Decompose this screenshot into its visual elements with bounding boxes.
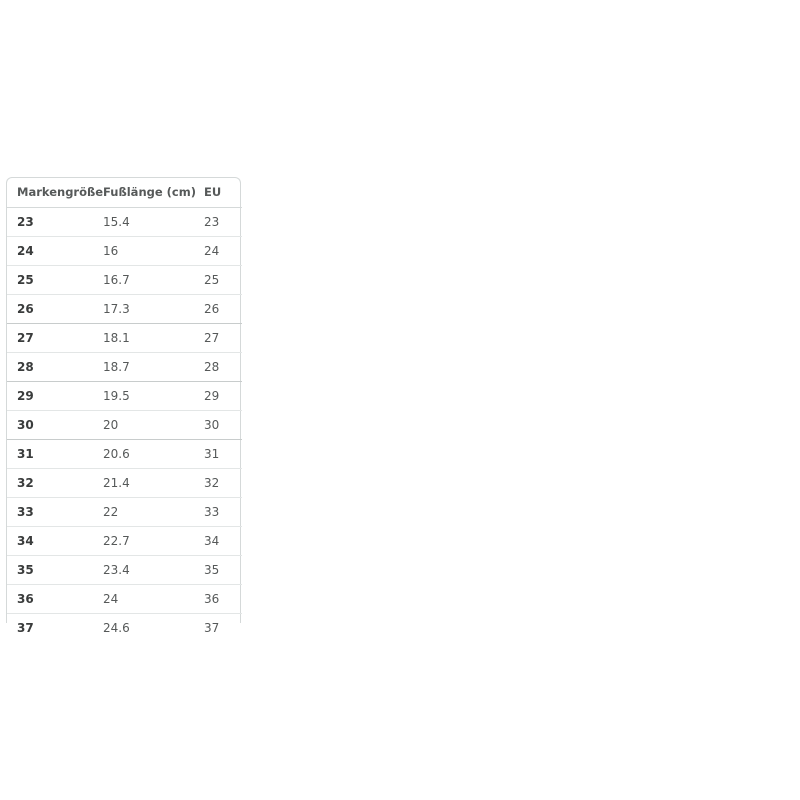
table-row — [7, 468, 242, 497]
size-chart-table — [7, 178, 242, 642]
foot-length-cell: 19.5 — [103, 388, 130, 403]
brand-size-cell: 35 — [17, 562, 34, 577]
foot-length-cell: 20 — [103, 417, 119, 432]
brand-size-cell: 36 — [17, 591, 34, 606]
brand-size-cell: 28 — [17, 359, 34, 374]
brand-size-cell: 32 — [17, 475, 34, 490]
eu-size-cell: 35 — [204, 562, 220, 577]
table-row — [7, 294, 242, 323]
brand-size-cell: 31 — [17, 446, 34, 461]
foot-length-cell: 20.6 — [103, 446, 130, 461]
table-row — [7, 236, 242, 265]
column-header-eu: EU — [204, 185, 222, 200]
eu-size-cell: 24 — [204, 243, 220, 258]
eu-size-cell: 31 — [204, 446, 220, 461]
brand-size-cell: 26 — [17, 301, 34, 316]
foot-length-cell: 18.1 — [103, 330, 130, 345]
brand-size-cell: 34 — [17, 533, 34, 548]
foot-length-cell: 15.4 — [103, 214, 130, 229]
table-row — [7, 265, 242, 294]
brand-size-cell: 27 — [17, 330, 34, 345]
eu-size-cell: 28 — [204, 359, 220, 374]
table-row — [7, 381, 242, 410]
foot-length-cell: 16 — [103, 243, 119, 258]
table-row — [7, 555, 242, 584]
foot-length-cell: 24.6 — [103, 620, 130, 635]
eu-size-cell: 25 — [204, 272, 220, 287]
foot-length-cell: 21.4 — [103, 475, 130, 490]
brand-size-cell: 23 — [17, 214, 34, 229]
foot-length-cell: 23.4 — [103, 562, 130, 577]
eu-size-cell: 27 — [204, 330, 220, 345]
foot-length-cell: 18.7 — [103, 359, 130, 374]
foot-length-cell: 17.3 — [103, 301, 130, 316]
table-header-row — [7, 178, 242, 207]
eu-size-cell: 33 — [204, 504, 220, 519]
foot-length-cell: 22.7 — [103, 533, 130, 548]
eu-size-cell: 26 — [204, 301, 220, 316]
brand-size-cell: 24 — [17, 243, 34, 258]
eu-size-cell: 29 — [204, 388, 220, 403]
eu-size-cell: 32 — [204, 475, 220, 490]
table-row — [7, 323, 242, 352]
size-chart-body — [7, 207, 242, 642]
table-row — [7, 352, 242, 381]
eu-size-cell: 23 — [204, 214, 220, 229]
eu-size-cell: 30 — [204, 417, 220, 432]
eu-size-cell: 37 — [204, 620, 220, 635]
table-row — [7, 584, 242, 613]
table-row — [7, 613, 242, 642]
brand-size-cell: 33 — [17, 504, 34, 519]
column-header-foot-length: Fußlänge (cm) — [103, 185, 196, 200]
table-row — [7, 439, 242, 468]
brand-size-cell: 25 — [17, 272, 34, 287]
table-row — [7, 207, 242, 236]
foot-length-cell: 24 — [103, 591, 119, 606]
column-header-brand-size: Markengröße — [17, 185, 104, 200]
brand-size-cell: 30 — [17, 417, 34, 432]
size-chart-card — [6, 177, 241, 635]
foot-length-cell: 16.7 — [103, 272, 130, 287]
eu-size-cell: 34 — [204, 533, 220, 548]
brand-size-cell: 29 — [17, 388, 34, 403]
table-row — [7, 526, 242, 555]
table-row — [7, 410, 242, 439]
table-row — [7, 497, 242, 526]
eu-size-cell: 36 — [204, 591, 220, 606]
brand-size-cell: 37 — [17, 620, 34, 635]
foot-length-cell: 22 — [103, 504, 119, 519]
